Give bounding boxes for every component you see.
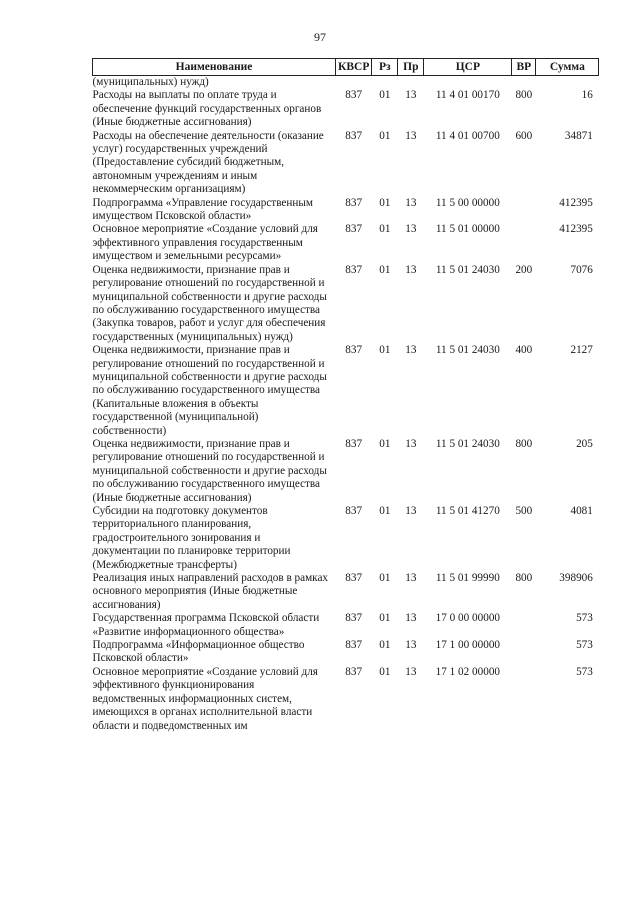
row-csr: 11 4 01 00170	[435, 89, 500, 102]
table-row	[93, 130, 599, 197]
row-kvsr: 837	[345, 639, 363, 652]
row-csr: 11 4 01 00700	[435, 129, 500, 142]
table-row	[93, 89, 599, 129]
row-vr: 800	[515, 89, 533, 102]
row-vr	[512, 76, 536, 90]
row-kvsr: 837	[345, 612, 363, 625]
row-name: (муниципальных) нужд)	[92, 76, 209, 88]
row-name: Государственная программа Псковской области «Развитие информационного общества»	[92, 612, 320, 638]
page-number: 97	[314, 30, 326, 44]
row-name: Реализация иных направлений расходов в рамках основного мероприятия (Иные бюджетные ассигнования)	[92, 572, 329, 611]
table-row	[93, 197, 599, 224]
row-pr: 13	[405, 223, 417, 236]
table-row	[93, 505, 599, 572]
row-rz: 01	[379, 223, 391, 236]
row-kvsr: 837	[345, 223, 363, 236]
row-sum: 7076	[570, 263, 593, 276]
row-vr	[512, 223, 536, 263]
row-sum: 34871	[564, 129, 593, 142]
row-name: Оценка недвижимости, признание прав и регулирование отношений по государственной и муниципальной собственности и другие расходы по обслуживанию государственного имущества (Закупка товаров, работ и услуг для обеспечения государственных (муниципальных) нужд)	[92, 263, 327, 343]
row-kvsr: 837	[345, 344, 363, 357]
header-sum: Сумма	[536, 59, 599, 76]
row-sum: 412395	[559, 223, 593, 236]
row-pr: 13	[405, 129, 417, 142]
table-body	[93, 76, 599, 733]
row-kvsr: 837	[345, 89, 363, 102]
row-name: Подпрограмма «Управление государственным имуществом Псковской области»	[92, 196, 313, 223]
table-header	[93, 59, 599, 76]
row-kvsr: 837	[345, 505, 363, 517]
row-rz: 01	[379, 612, 391, 625]
row-vr: 400	[515, 344, 533, 357]
row-csr: 11 5 00 00000	[435, 196, 500, 209]
row-csr: 11 5 01 24030	[435, 344, 500, 357]
row-sum: 205	[576, 437, 593, 450]
table-row	[93, 223, 599, 263]
row-sum: 412395	[559, 196, 593, 209]
row-csr: 11 5 01 99990	[435, 572, 500, 585]
row-csr: 11 5 01 41270	[435, 505, 500, 517]
row-rz: 01	[379, 639, 391, 652]
row-rz: 01	[379, 89, 391, 102]
row-name: Расходы на выплаты по оплате труда и обеспечение функций государственных органов (Иные бюджетные ассигнования)	[92, 89, 322, 129]
row-sum: 573	[576, 639, 593, 652]
row-kvsr: 837	[345, 665, 363, 678]
row-rz: 01	[379, 665, 391, 678]
row-csr: 17 1 00 00000	[435, 639, 500, 652]
row-kvsr: 837	[345, 129, 363, 142]
header-name: Наименование	[93, 59, 336, 76]
table-row	[93, 76, 599, 90]
row-rz: 01	[379, 505, 391, 517]
row-kvsr: 837	[345, 572, 363, 585]
row-csr: 11 5 01 00000	[435, 223, 500, 236]
row-pr: 13	[405, 263, 417, 276]
row-pr: 13	[405, 344, 417, 357]
row-csr	[424, 76, 512, 90]
row-name: Субсидии на подготовку документов территориального планирования, градостроительного зонирования и документации по планировке территории (Межбюджетные трансферты)	[92, 505, 291, 571]
table-row	[93, 438, 599, 505]
row-pr: 13	[405, 437, 417, 450]
row-kvsr: 837	[345, 437, 363, 450]
table-row	[93, 264, 599, 344]
header-vr: ВР	[512, 59, 536, 76]
row-pr: 13	[405, 639, 417, 652]
row-pr: 13	[405, 89, 417, 102]
row-sum: 573	[576, 665, 593, 678]
row-name: Расходы на обеспечение деятельности (оказание услуг) государственных учреждений (Предоставление субсидий бюджетным, автономным учреждениям и иным некоммерческим организациям)	[92, 129, 324, 196]
row-rz	[372, 76, 398, 90]
row-sum: 4081	[570, 505, 593, 517]
row-name: Основное мероприятие «Создание условий для эффективного управления государственным имуществом и земельными ресурсами»	[92, 223, 318, 263]
row-rz: 01	[379, 344, 391, 357]
row-vr	[512, 612, 536, 639]
row-sum	[536, 76, 599, 90]
row-csr: 11 5 01 24030	[435, 437, 500, 450]
row-vr	[512, 666, 536, 733]
row-pr: 13	[405, 665, 417, 678]
row-pr: 13	[405, 572, 417, 585]
row-pr: 13	[405, 505, 417, 517]
row-vr	[512, 639, 536, 666]
row-sum: 2127	[570, 344, 593, 357]
header-pr: Пр	[398, 59, 424, 76]
row-sum: 573	[576, 612, 593, 625]
header-rz: Рз	[372, 59, 398, 76]
row-vr: 200	[515, 263, 533, 276]
row-vr: 500	[515, 505, 533, 517]
row-pr: 13	[405, 196, 417, 209]
row-csr: 17 0 00 00000	[435, 612, 500, 625]
table-row	[93, 344, 599, 438]
row-rz: 01	[379, 437, 391, 450]
row-sum: 398906	[559, 572, 593, 585]
table-row	[93, 639, 599, 666]
row-kvsr: 837	[345, 196, 363, 209]
budget-table	[92, 58, 599, 733]
row-name: Основное мероприятие «Создание условий для эффективного функционирования ведомственных информационных систем, имеющихся в органах исполнительной власти области и подведомственных им	[92, 665, 318, 732]
row-csr: 17 1 02 00000	[435, 665, 500, 678]
row-kvsr: 837	[345, 263, 363, 276]
row-kvsr	[336, 76, 372, 90]
row-name: Оценка недвижимости, признание прав и регулирование отношений по государственной и муниципальной собственности и другие расходы по обслуживанию государственного имущества (Иные бюджетные ассигнования)	[92, 437, 327, 504]
row-rz: 01	[379, 263, 391, 276]
row-vr	[512, 197, 536, 224]
row-rz: 01	[379, 129, 391, 142]
table-row	[93, 572, 599, 612]
row-pr	[398, 76, 424, 90]
table-row	[93, 666, 599, 733]
row-pr: 13	[405, 612, 417, 625]
row-csr: 11 5 01 24030	[435, 263, 500, 276]
row-rz: 01	[379, 572, 391, 585]
row-sum: 16	[581, 89, 593, 102]
table-row	[93, 612, 599, 639]
row-name: Подпрограмма «Информационное общество Псковской области»	[92, 639, 305, 665]
header-kvsr: КВСР	[336, 59, 372, 76]
row-vr: 600	[515, 129, 533, 142]
row-vr: 800	[515, 437, 533, 450]
header-csr: ЦСР	[424, 59, 512, 76]
row-vr: 800	[515, 572, 533, 585]
row-rz: 01	[379, 196, 391, 209]
row-name: Оценка недвижимости, признание прав и регулирование отношений по государственной и муниципальной собственности и другие расходы по обслуживанию государственного имущества (Капитальные вложения в объекты государственной (муниципальной) собственности)	[92, 344, 327, 437]
